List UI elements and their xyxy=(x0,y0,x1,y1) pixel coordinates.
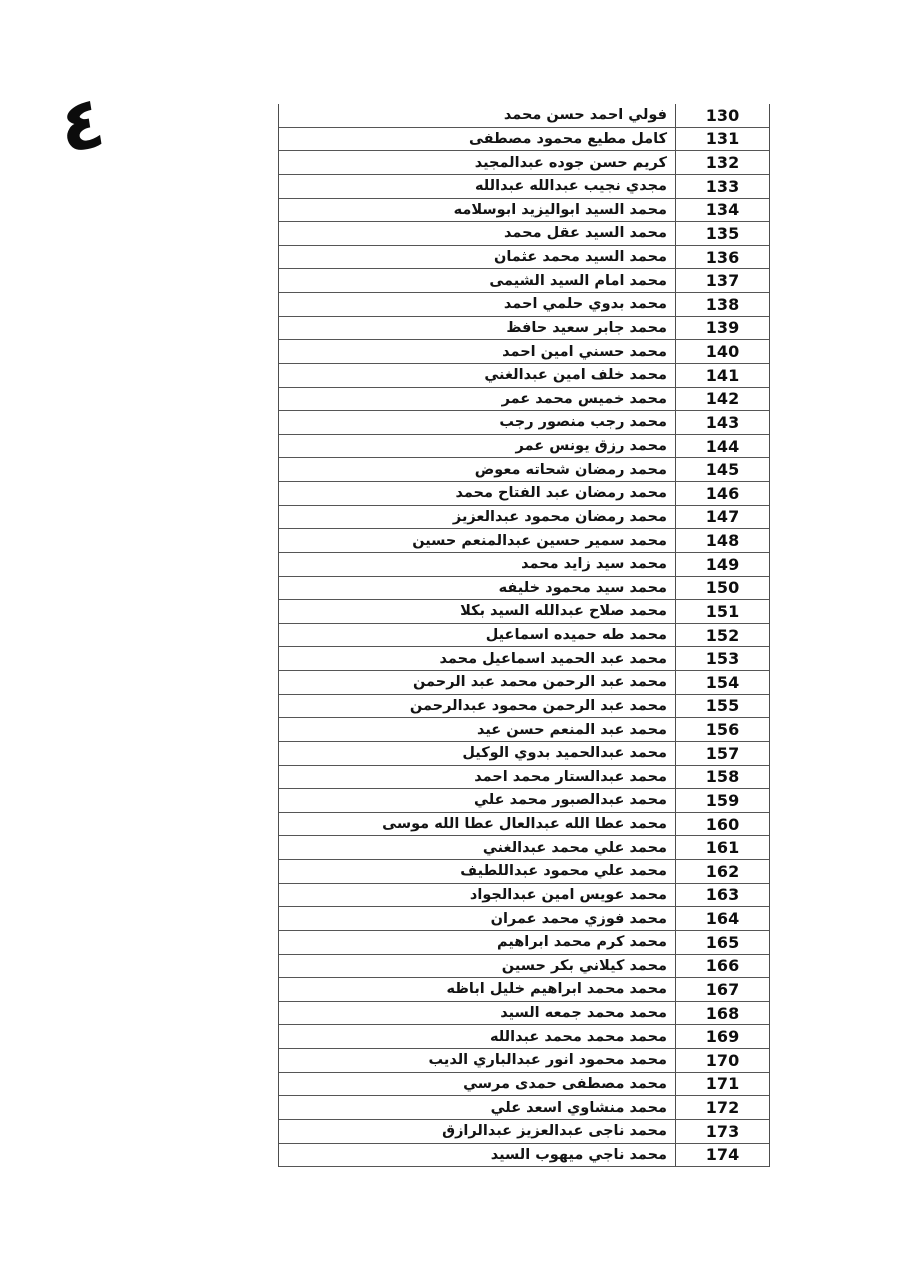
table-row xyxy=(279,577,769,601)
name-cell: محمد منشاوي اسعد علي xyxy=(279,1096,676,1119)
name-cell: محمد عبد الرحمن محمد عبد الرحمن xyxy=(279,671,676,694)
table-row xyxy=(279,388,769,412)
table-row xyxy=(279,458,769,482)
number-cell: 153 xyxy=(705,649,740,669)
number-cell: 142 xyxy=(705,389,740,409)
table-row xyxy=(279,435,769,459)
name-cell: محمد سيد زايد محمد xyxy=(279,553,676,576)
name-cell: فولي احمد حسن محمد xyxy=(279,104,676,127)
name-cell: محمد محمود انور عبدالباري الديب xyxy=(279,1049,676,1072)
number-cell: 134 xyxy=(705,200,740,220)
number-cell: 171 xyxy=(705,1074,740,1094)
number-cell: 146 xyxy=(705,483,740,503)
number-cell: 154 xyxy=(705,672,740,692)
number-cell: 170 xyxy=(705,1050,740,1070)
name-cell: محمد كرم محمد ابراهيم xyxy=(279,931,676,954)
table-row xyxy=(279,317,769,341)
name-cell: محمد رجب منصور رجب xyxy=(279,411,676,434)
name-cell: محمد رمضان عبد الفتاح محمد xyxy=(279,482,676,505)
table-row xyxy=(279,199,769,223)
table-row xyxy=(279,104,769,128)
page-number: ٤ xyxy=(53,79,111,169)
name-cell: محمد امام السيد الشيمى xyxy=(279,269,676,292)
table-row xyxy=(279,151,769,175)
number-cell: 131 xyxy=(705,129,740,149)
number-cell: 174 xyxy=(705,1145,740,1165)
name-cell: محمد السيد عقل محمد xyxy=(279,222,676,245)
number-cell: 133 xyxy=(705,176,740,196)
name-cell: محمد عبدالستار محمد احمد xyxy=(279,766,676,789)
table-row xyxy=(279,175,769,199)
name-cell: محمد طه حميده اسماعيل xyxy=(279,624,676,647)
number-cell: 136 xyxy=(705,247,740,267)
number-cell: 172 xyxy=(705,1098,740,1118)
name-cell: محمد محمد محمد عبدالله xyxy=(279,1025,676,1048)
number-cell: 137 xyxy=(705,271,740,291)
table-row xyxy=(279,600,769,624)
number-cell: 132 xyxy=(705,153,740,173)
name-cell: محمد كيلاني بكر حسين xyxy=(279,955,676,978)
name-cell: محمد خميس محمد عمر xyxy=(279,388,676,411)
name-cell: محمد علي محمود عبداللطيف xyxy=(279,860,676,883)
table-row xyxy=(279,1049,769,1073)
table-row xyxy=(279,695,769,719)
table-row xyxy=(279,907,769,931)
name-cell: محمد عبدالصبور محمد علي xyxy=(279,789,676,812)
table-row xyxy=(279,364,769,388)
number-cell: 147 xyxy=(705,507,740,527)
name-cell: محمد مصطفى حمدى مرسي xyxy=(279,1073,676,1096)
table-row xyxy=(279,978,769,1002)
number-cell: 164 xyxy=(705,909,740,929)
name-cell: محمد محمد ابراهيم خليل اباظه xyxy=(279,978,676,1001)
name-cell: محمد سيد محمود خليفه xyxy=(279,577,676,600)
number-cell: 168 xyxy=(705,1003,740,1023)
number-cell: 161 xyxy=(705,838,740,858)
name-cell: مجدي نجيب عبدالله عبدالله xyxy=(279,175,676,198)
table-row xyxy=(279,1002,769,1026)
name-cell: محمد عبد المنعم حسن عيد xyxy=(279,718,676,741)
table-row xyxy=(279,860,769,884)
number-cell: 169 xyxy=(705,1027,740,1047)
table-row xyxy=(279,955,769,979)
number-cell: 149 xyxy=(705,554,740,574)
number-cell: 148 xyxy=(705,531,740,551)
table-row xyxy=(279,1025,769,1049)
name-cell: محمد عويس امين عبدالجواد xyxy=(279,884,676,907)
number-cell: 156 xyxy=(705,720,740,740)
number-cell: 138 xyxy=(705,294,740,314)
name-cell: محمد ناجي ميهوب السيد xyxy=(279,1144,676,1167)
table-row xyxy=(279,506,769,530)
table-row xyxy=(279,836,769,860)
table-row xyxy=(279,766,769,790)
name-cell: كامل مطيع محمود مصطفى xyxy=(279,128,676,151)
name-cell: محمد بدوي حلمي احمد xyxy=(279,293,676,316)
number-cell: 173 xyxy=(705,1121,740,1141)
table-row xyxy=(279,718,769,742)
table-row xyxy=(279,813,769,837)
name-cell: محمد جابر سعيد حافظ xyxy=(279,317,676,340)
number-cell: 150 xyxy=(705,578,740,598)
name-cell: محمد عبد الحميد اسماعيل محمد xyxy=(279,647,676,670)
number-cell: 130 xyxy=(705,105,740,125)
names-table xyxy=(278,104,770,1167)
number-cell: 166 xyxy=(705,956,740,976)
table-row xyxy=(279,246,769,270)
number-cell: 135 xyxy=(705,223,740,243)
table-row xyxy=(279,269,769,293)
name-cell: محمد السيد ابواليزيد ابوسلامه xyxy=(279,199,676,222)
name-cell: محمد عبد الرحمن محمود عبدالرحمن xyxy=(279,695,676,718)
name-cell: محمد ناجى عبدالعزيز عبدالرازق xyxy=(279,1120,676,1143)
name-cell: محمد حسني امين احمد xyxy=(279,340,676,363)
table-row xyxy=(279,1096,769,1120)
number-cell: 159 xyxy=(705,790,740,810)
table-row xyxy=(279,482,769,506)
table-row xyxy=(279,624,769,648)
name-cell: محمد رمضان شحاته معوض xyxy=(279,458,676,481)
table-row xyxy=(279,1144,769,1168)
number-cell: 145 xyxy=(705,460,740,480)
name-cell: محمد محمد جمعه السيد xyxy=(279,1002,676,1025)
table-row xyxy=(279,529,769,553)
table-row xyxy=(279,1073,769,1097)
table-row xyxy=(279,340,769,364)
name-cell: محمد رزق يونس عمر xyxy=(279,435,676,458)
name-cell: محمد عطا الله عبدالعال عطا الله موسى xyxy=(279,813,676,836)
number-cell: 157 xyxy=(705,743,740,763)
name-cell: محمد السيد محمد عثمان xyxy=(279,246,676,269)
number-cell: 160 xyxy=(705,814,740,834)
name-cell: كريم حسن جوده عبدالمجيد xyxy=(279,151,676,174)
table-row xyxy=(279,293,769,317)
name-cell: محمد فوزي محمد عمران xyxy=(279,907,676,930)
name-cell: محمد صلاح عبدالله السيد بكلا xyxy=(279,600,676,623)
number-cell: 151 xyxy=(705,601,740,621)
name-cell: محمد عبدالحميد بدوي الوكيل xyxy=(279,742,676,765)
table-row xyxy=(279,884,769,908)
table-row xyxy=(279,742,769,766)
number-cell: 139 xyxy=(705,318,740,338)
number-cell: 155 xyxy=(705,696,740,716)
number-cell: 167 xyxy=(705,979,740,999)
number-cell: 140 xyxy=(705,342,740,362)
table-row xyxy=(279,789,769,813)
name-cell: محمد سمير حسين عبدالمنعم حسين xyxy=(279,529,676,552)
name-cell: محمد رمضان محمود عبدالعزيز xyxy=(279,506,676,529)
number-cell: 158 xyxy=(705,767,740,787)
table-row xyxy=(279,128,769,152)
number-cell: 165 xyxy=(705,932,740,952)
table-row xyxy=(279,647,769,671)
name-cell: محمد علي محمد عبدالغني xyxy=(279,836,676,859)
number-cell: 144 xyxy=(705,436,740,456)
name-cell: محمد خلف امين عبدالغني xyxy=(279,364,676,387)
table-row xyxy=(279,671,769,695)
table-row xyxy=(279,553,769,577)
number-cell: 162 xyxy=(705,861,740,881)
table-row xyxy=(279,1120,769,1144)
table-row xyxy=(279,411,769,435)
table-row xyxy=(279,222,769,246)
table-row xyxy=(279,931,769,955)
number-cell: 143 xyxy=(705,412,740,432)
number-cell: 163 xyxy=(705,885,740,905)
number-cell: 152 xyxy=(705,625,740,645)
number-cell: 141 xyxy=(705,365,740,385)
